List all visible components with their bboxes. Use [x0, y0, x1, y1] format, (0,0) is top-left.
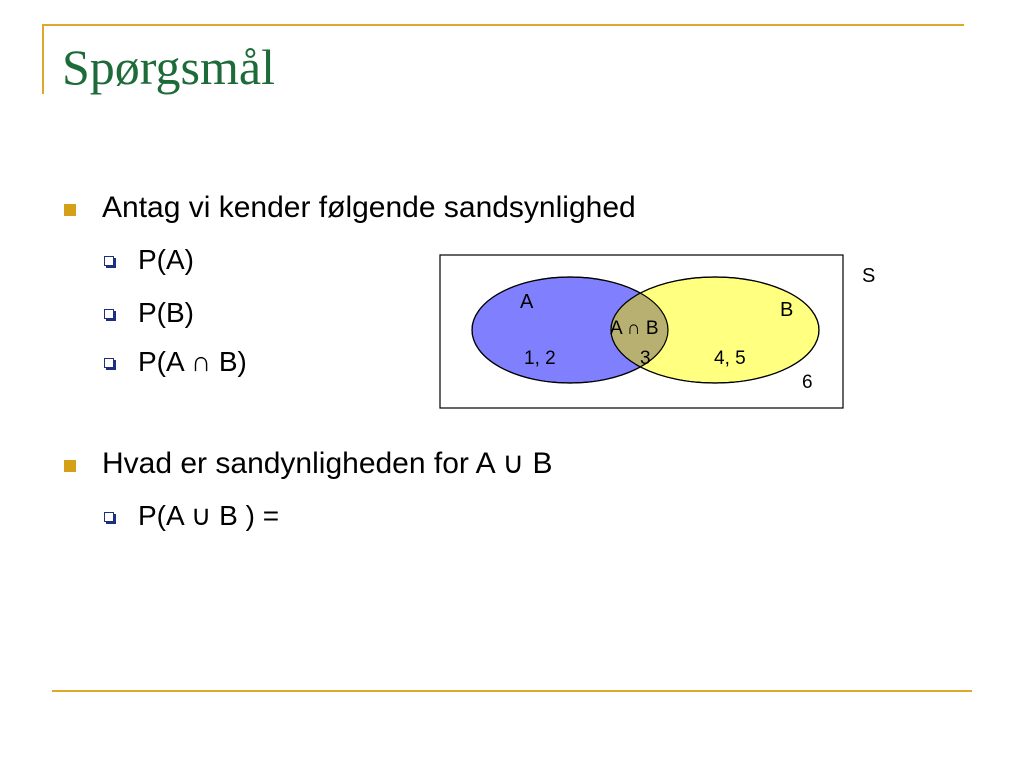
sub-bullet-text: P(A)	[138, 244, 194, 275]
outside-elements: 6	[802, 372, 813, 393]
intersection-label: A ∩ B	[610, 318, 659, 339]
footer-rule	[52, 690, 972, 692]
bullet-text: Hvad er sandynligheden for A ∪ B	[102, 447, 553, 480]
sub-bullet-text: P(A ∪ B ) =	[138, 500, 280, 531]
square-bullet-icon	[64, 460, 76, 472]
intersection-elements: 3	[640, 348, 651, 369]
sub-bullet-text: P(B)	[138, 297, 194, 328]
hollow-square-bullet-icon	[104, 512, 114, 522]
b-only-elements: 4, 5	[714, 348, 746, 369]
venn-diagram	[430, 246, 900, 416]
square-bullet-icon	[64, 204, 76, 216]
set-b-label: B	[780, 299, 794, 321]
hollow-square-bullet-icon	[104, 309, 114, 319]
bullet-text: Antag vi kender følgende sandsynlighed	[102, 191, 636, 224]
hollow-square-bullet-icon	[104, 256, 114, 266]
a-only-elements: 1, 2	[524, 348, 556, 369]
slide-title: Spørgsmål	[62, 39, 275, 95]
sub-bullet-text: P(A ∩ B)	[138, 346, 247, 377]
frame-top-rule	[42, 24, 964, 26]
frame-left-rule	[42, 24, 44, 94]
set-a-label: A	[520, 291, 534, 313]
hollow-square-bullet-icon	[104, 358, 114, 368]
universe-label: S	[862, 265, 876, 287]
